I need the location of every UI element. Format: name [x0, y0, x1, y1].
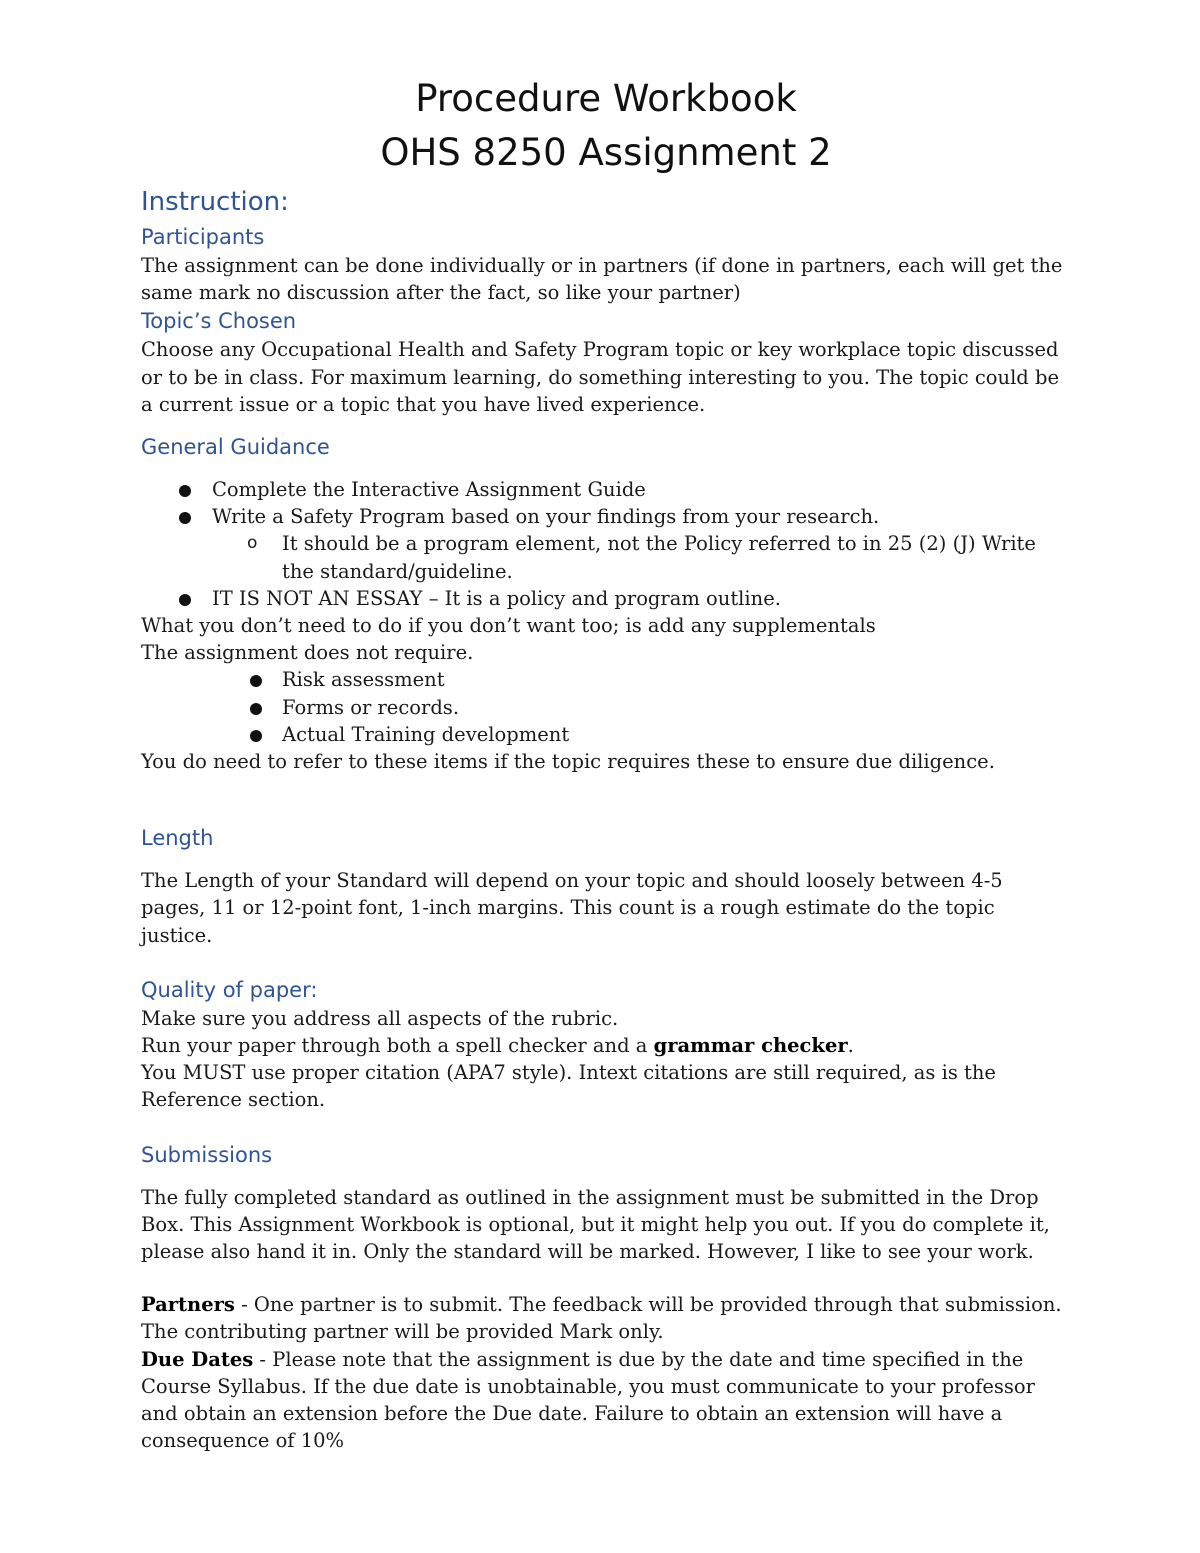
submissions-text: The fully completed standard as outlined in the assignment must be submitted in the Drop Box. This Assignment Workbook is optional, but it might help you out. If you do complete it, please also hand it in. Only the standard will be marked. However, I like to see your work. [141, 1185, 1050, 1264]
document-title-line1: Procedure Workbook [415, 77, 797, 120]
document-title-line2: OHS 8250 Assignment 2 [380, 131, 832, 174]
topics-heading: Topic’s Chosen [141, 309, 297, 334]
guidance-list [141, 476, 1071, 612]
diligence-line: You do need to refer to these items if the topic requires these to ensure due diligence. [141, 750, 995, 774]
participants-heading: Participants [141, 225, 265, 249]
optional-line: What you don’t need to do if you don’t want too; is add any supplementals [141, 614, 876, 638]
submissions-heading: Submissions [141, 1142, 273, 1167]
partners-paragraph: Partners - One partner is to submit. The feedback will be provided through that submission. The contributing partner will be provided Mark only. [141, 1293, 1062, 1344]
quality-line3: You MUST use proper citation (APA7 style). Intext citations are still required, as is the Reference section. [141, 1061, 996, 1112]
grammar-checker-emphasis: grammar checker [653, 1034, 848, 1058]
general-guidance-heading: General Guidance [141, 435, 330, 460]
list-item: Actual Training development [141, 721, 1071, 748]
length-heading: Length [141, 826, 214, 851]
list-item: Write a Safety Program based on your findings from your research. [141, 503, 1071, 530]
not-required-list [141, 666, 1071, 748]
quality-line2: Run your paper through both a spell checker and a grammar checker. [141, 1034, 854, 1058]
partners-label: Partners [141, 1293, 235, 1317]
list-item: Complete the Interactive Assignment Guide [141, 476, 1071, 503]
due-dates-paragraph: Due Dates - Please note that the assignment is due by the date and time specified in the Course Syllabus. If the due date is unobtainable, you must communicate to your professor and obtain an extension before the Due date. Failure to obtain an extension will have a consequence of 10% [141, 1347, 1035, 1453]
due-dates-label: Due Dates [141, 1347, 254, 1371]
participants-text: The assignment can be done individually or in partners (if done in partners, each will get the same mark no discussion after the fact, so like your partner) [141, 254, 1063, 305]
document-page [141, 72, 1071, 1455]
not-required-line: The assignment does not require. [141, 641, 474, 665]
length-text: The Length of your Standard will depend on your topic and should loosely between 4-5 pages, 11 or 12-point font, 1-inch margins. This count is a rough estimate do the topic justice. [141, 869, 1003, 947]
list-item: Forms or records. [141, 694, 1071, 721]
instruction-heading: Instruction: [141, 187, 289, 217]
quality-line1: Make sure you address all aspects of the rubric. [141, 1006, 619, 1030]
quality-heading: Quality of paper: [141, 977, 318, 1002]
topics-text: Choose any Occupational Health and Safety Program topic or key workplace topic discussed or to be in class. For maximum learning, do something interesting to you. The topic could be a current issue or a topic that you have lived experience. [141, 338, 1060, 416]
list-item: o It should be a program element, not the Policy referred to in 25 (2) (J) Write the standard/guideline. [141, 530, 1071, 584]
list-item: IT IS NOT AN ESSAY – It is a policy and program outline. [141, 585, 1071, 612]
list-item: Risk assessment [141, 666, 1071, 693]
